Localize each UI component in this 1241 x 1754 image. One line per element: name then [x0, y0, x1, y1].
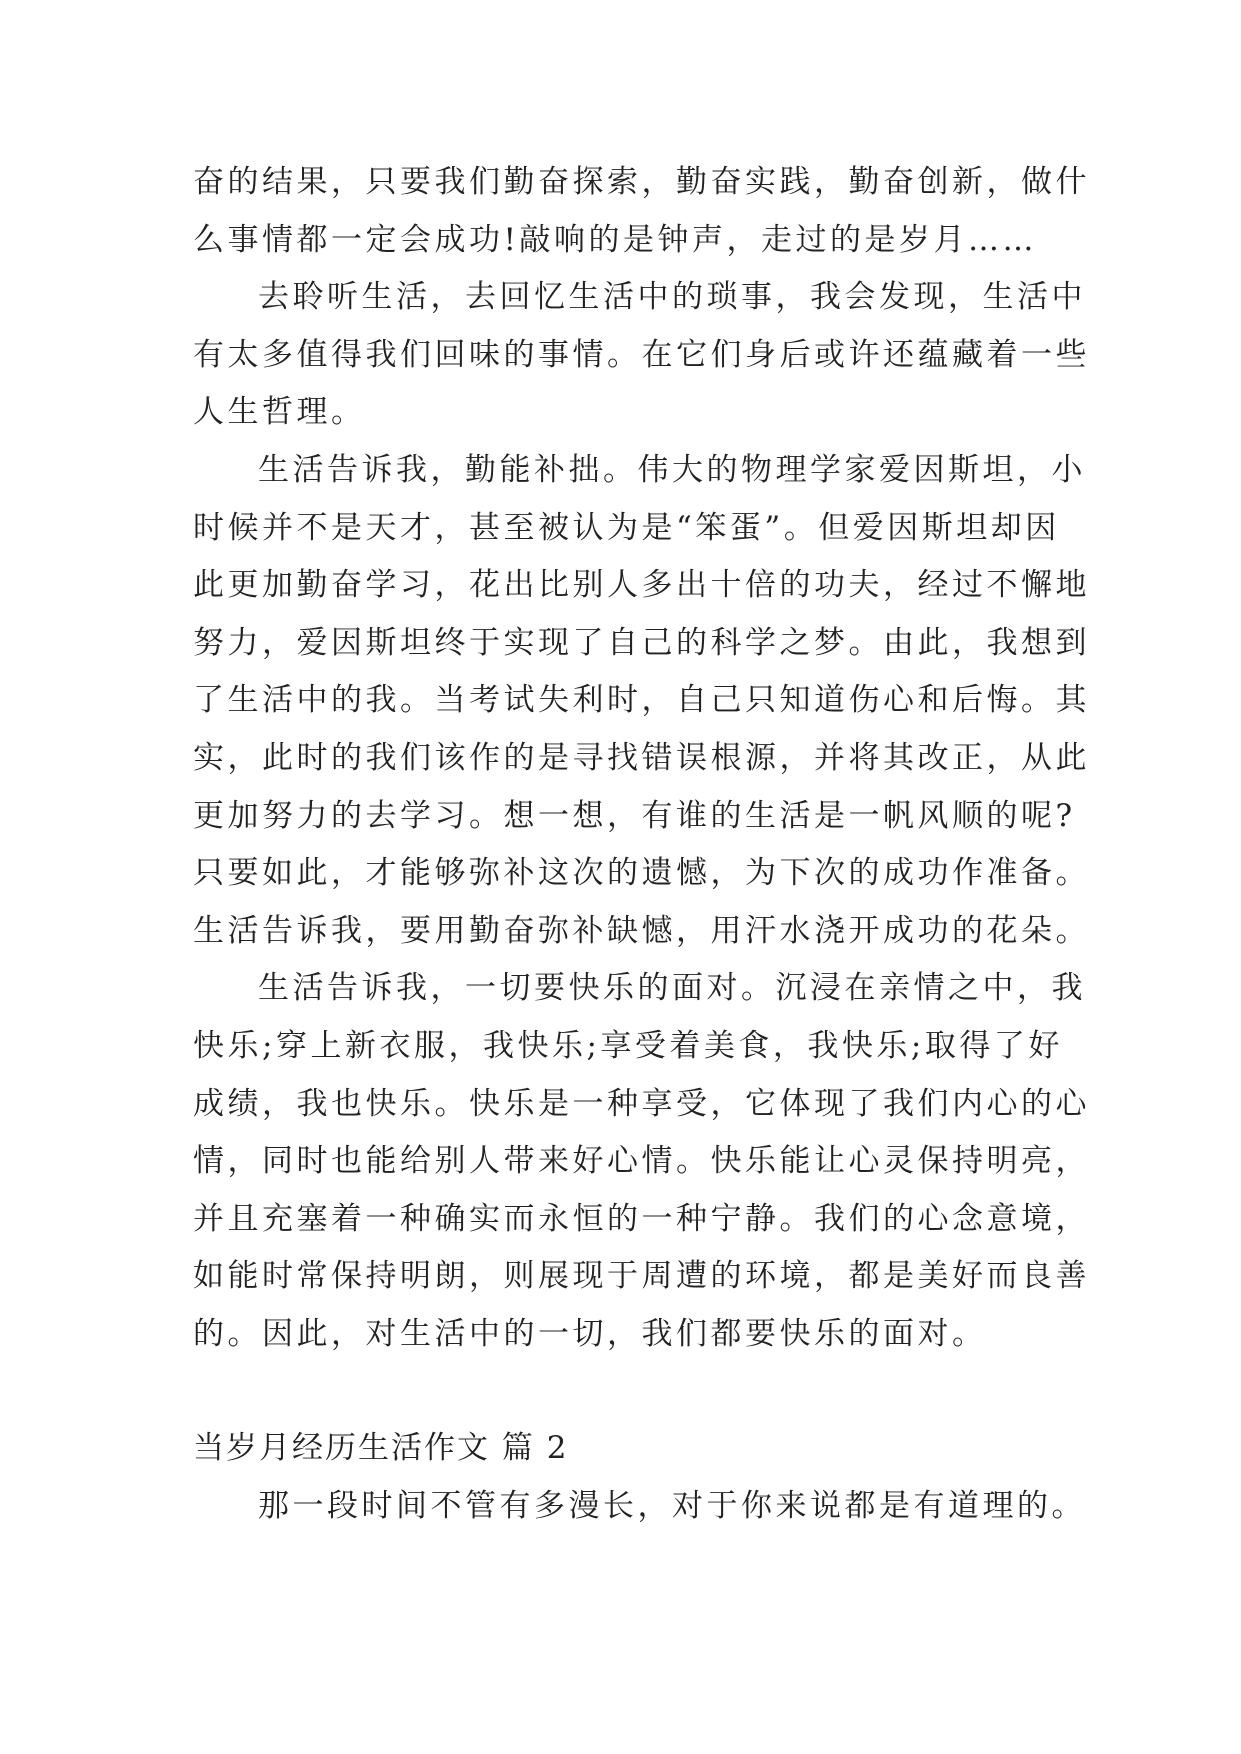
section-heading: 当岁月经历生活作文 篇 2: [193, 1430, 569, 1467]
text-line: 的。因此，对生活中的一切，我们都要快乐的面对。: [193, 1315, 987, 1352]
text-line: 么事情都一定会成功!敲响的是钟声，走过的是岁月……: [193, 221, 1037, 258]
text-line: 只要如此，才能够弥补这次的遗憾，为下次的成功作准备。: [193, 855, 1090, 892]
text-line: 有太多值得我们回味的事情。在它们身后或许还蕴藏着一些: [193, 336, 1090, 373]
text-line: 情，同时也能给别人带来好心情。快乐能让心灵保持明亮，: [193, 1143, 1090, 1180]
text-line: 人生哲理。: [193, 394, 366, 431]
paragraph-start-line: 去聆听生活，去回忆生活中的琐事，我会发现，生活中: [258, 279, 1086, 316]
text-line: 更加努力的去学习。想一想，有谁的生活是一帆风顺的呢?: [193, 797, 1076, 834]
text-line: 实，此时的我们该作的是寻找错误根源，并将其改正，从此: [193, 739, 1090, 776]
document-body: [193, 154, 1090, 1536]
text-line: 努力，爱因斯坦终于实现了自己的科学之梦。由此，我想到: [193, 624, 1090, 661]
text-line: 生活告诉我，要用勤奋弥补缺憾，用汗水浇开成功的花朵。: [193, 912, 1090, 949]
text-line: 奋的结果，只要我们勤奋探索，勤奋实践，勤奋创新，做什: [193, 164, 1090, 200]
text-line: 如能时常保持明朗，则展现于周遭的环境，都是美好而良善: [193, 1258, 1090, 1295]
paragraph-start-line: 那一段时间不管有多漫长，对于你来说都是有道理的。: [258, 1488, 1086, 1525]
text-line: 并且充塞着一种确实而永恒的一种宁静。我们的心念意境，: [193, 1200, 1090, 1237]
text-line: 快乐;穿上新衣服，我快乐;享受着美食，我快乐;取得了好: [193, 1027, 1063, 1064]
text-line: 成绩，我也快乐。快乐是一种享受，它体现了我们内心的心: [193, 1085, 1090, 1122]
paragraph-start-line: 生活告诉我，一切要快乐的面对。沉浸在亲情之中，我: [258, 970, 1086, 1007]
paragraph-start-line: 生活告诉我，勤能补拙。伟大的物理学家爱因斯坦，小: [258, 451, 1086, 488]
text-line: 了生活中的我。当考试失利时，自己只知道伤心和后悔。其: [193, 682, 1090, 719]
text-line: 时候并不是天才，甚至被认为是“笨蛋”。但爱因斯坦却因: [193, 509, 1060, 546]
text-line: 此更加勤奋学习，花出比别人多出十倍的功夫，经过不懈地: [193, 567, 1090, 604]
